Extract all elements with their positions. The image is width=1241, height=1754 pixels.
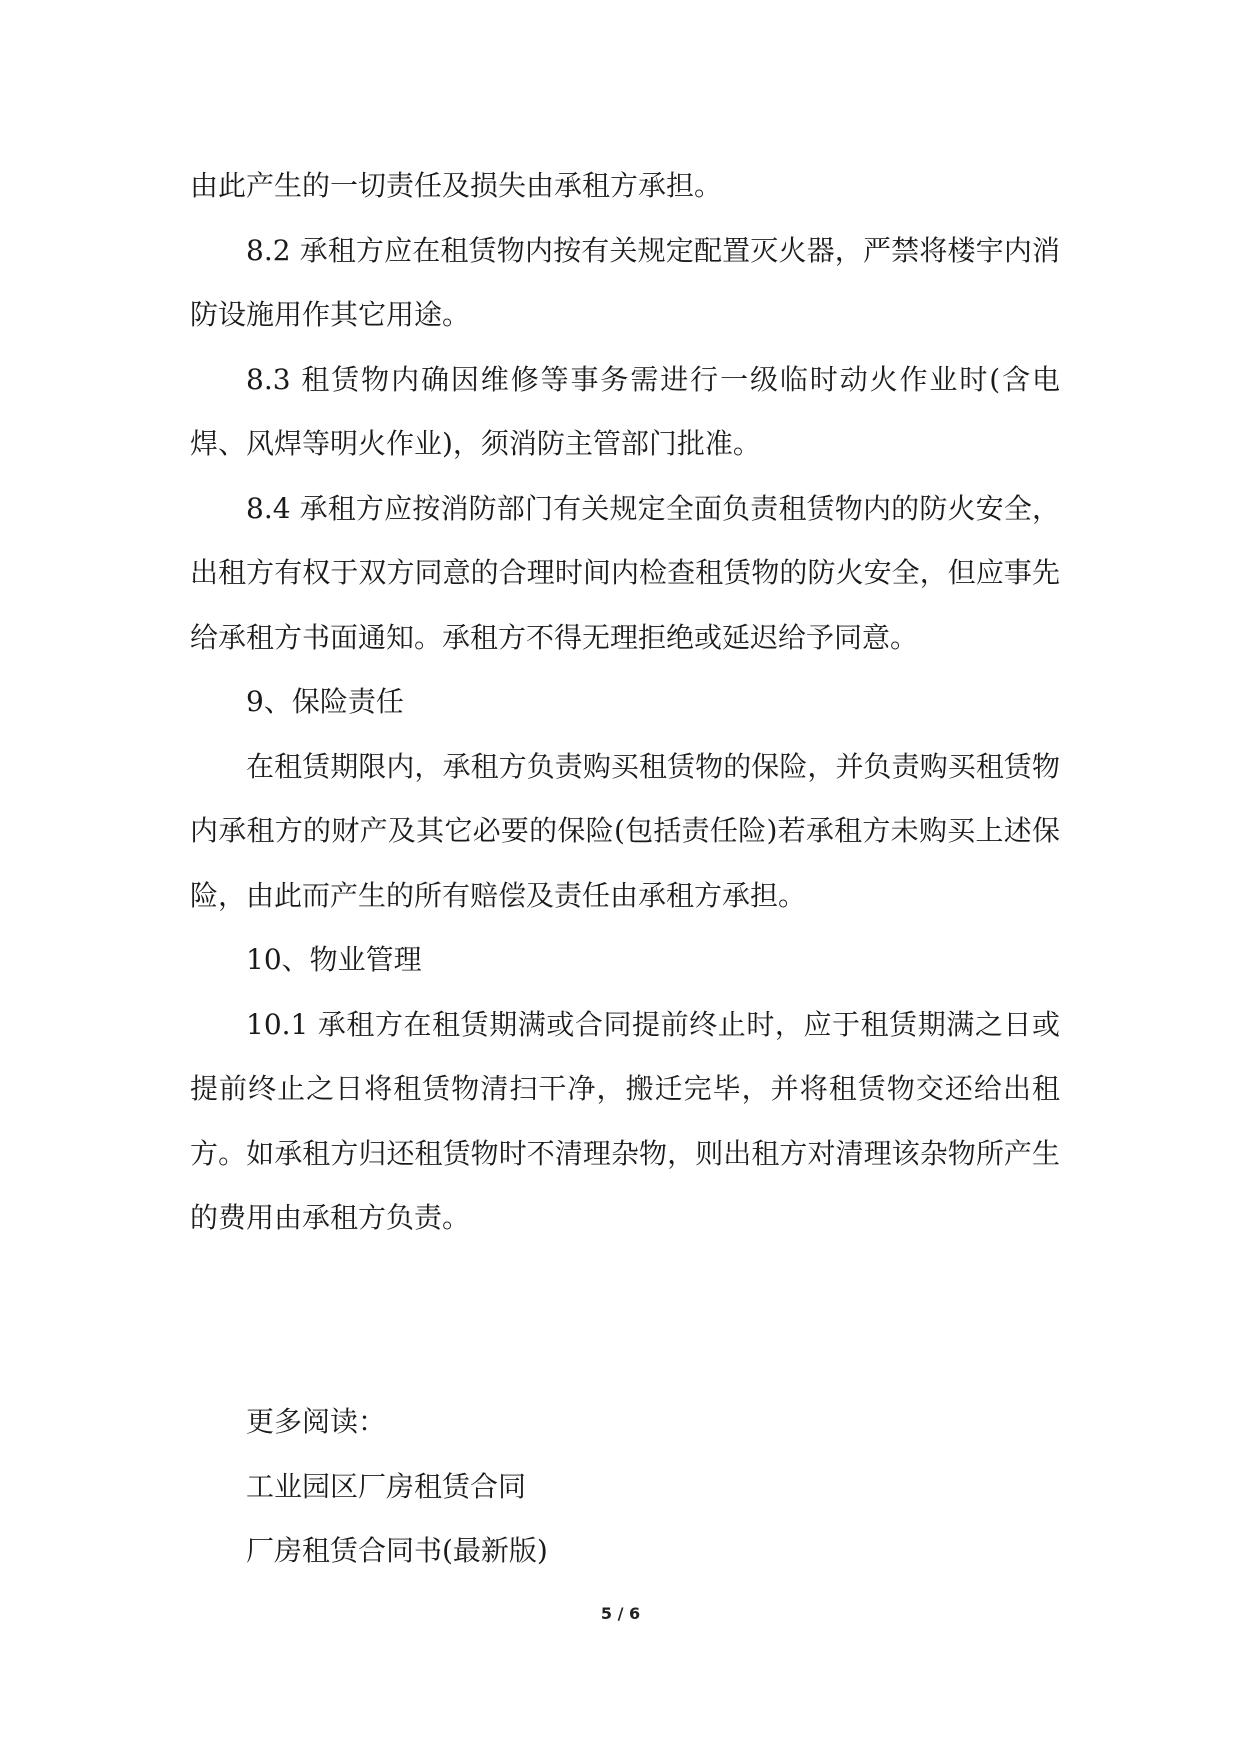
paragraph-8-2: 8.2 承租方应在租赁物内按有关规定配置灭火器，严禁将楼宇内消防设施用作其它用途。	[190, 233, 1060, 331]
page-number: 5 / 6	[600, 1604, 641, 1623]
paragraph-1: 由此产生的一切责任及损失由承租方承担。	[190, 169, 723, 202]
document-body	[190, 154, 1060, 1251]
section-heading-property-management: 10、物业管理	[246, 943, 422, 976]
more-reading-heading: 更多阅读：	[246, 1405, 387, 1438]
more-reading-link-2[interactable]: 厂房租赁合同书(最新版)	[246, 1534, 548, 1567]
more-reading-link-1[interactable]: 工业园区厂房租赁合同	[246, 1469, 527, 1503]
paragraph-8-4: 8.4 承租方应按消防部门有关规定全面负责租赁物内的防火安全，出租方有权于双方同意的合理时间内检查租赁物的防火安全，但应事先给承租方书面通知。承租方不得无理拒绝或延迟给予同意。	[190, 491, 1060, 654]
paragraph-10-1: 10.1 承租方在租赁期满或合同提前终止时，应于租赁期满之日或提前终止之日将租赁物清扫干净，搬迁完毕，并将租赁物交还给出租方。如承租方归还租赁物时不清理杂物，则出租方对清理该杂物所产生的费用由承租方负责。	[190, 1007, 1060, 1234]
paragraph-insurance: 在租赁期限内，承租方负责购买租赁物的保险，并负责购买租赁物内承租方的财产及其它必要的保险(包括责任险)若承租方未购买上述保险，由此而产生的所有赔偿及责任由承租方承担。	[190, 749, 1060, 912]
paragraph-8-3: 8.3 租赁物内确因维修等事务需进行一级临时动火作业时(含电焊、风焊等明火作业)，须消防主管部门批准。	[190, 362, 1060, 460]
section-heading-insurance: 9、保险责任	[246, 685, 404, 718]
more-reading-section	[190, 1390, 1060, 1584]
